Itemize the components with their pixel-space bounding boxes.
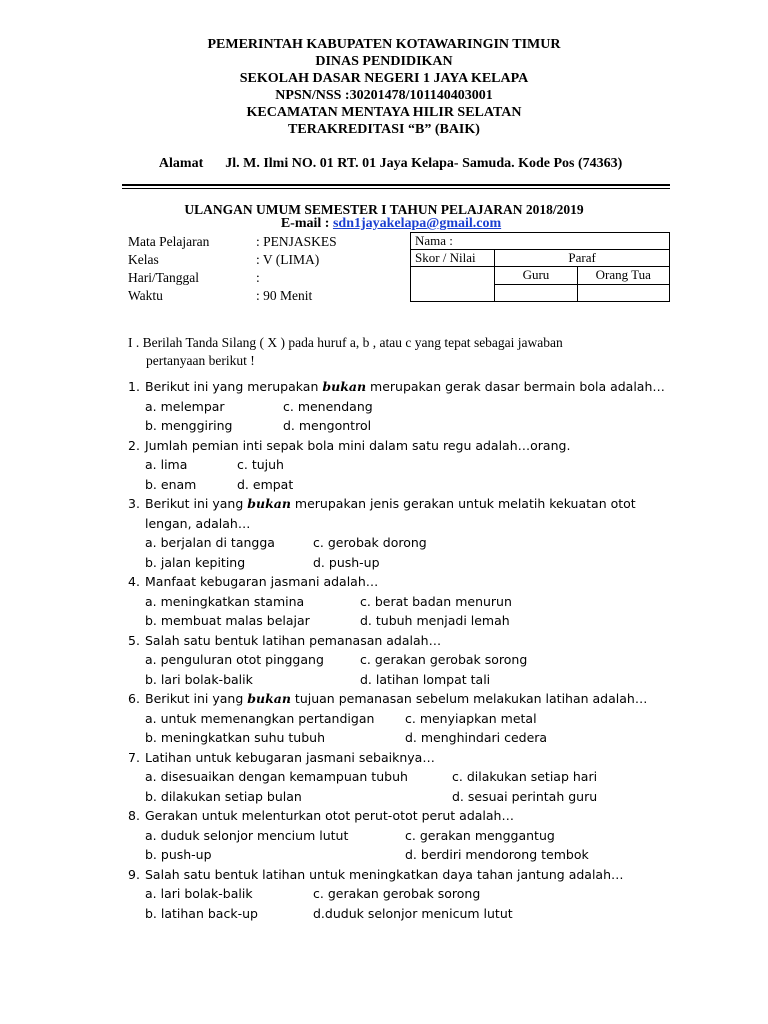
- instruction-line: pertanyaan berikut !: [146, 353, 255, 368]
- option-row: [128, 767, 688, 787]
- answer-option[interactable]: c. tujuh: [237, 457, 284, 472]
- info-row-time: [128, 287, 337, 305]
- question-item: [128, 748, 688, 807]
- answer-option[interactable]: b. lari bolak-balik: [145, 671, 253, 687]
- answer-option[interactable]: d. berdiri mendorong tembok: [405, 847, 589, 862]
- answer-option[interactable]: d. push-up: [313, 554, 380, 570]
- option-row: [128, 904, 688, 924]
- address-text: Jl. M. Ilmi NO. 01 RT. 01 Jaya Kelapa- Samuda. Kode Pos (74363): [225, 156, 623, 171]
- parent-label: Orang Tua: [577, 267, 669, 285]
- parent-signature-field[interactable]: [577, 284, 669, 302]
- question-item: [128, 377, 688, 436]
- option-row: [128, 709, 688, 729]
- question-item: [128, 436, 688, 495]
- answer-option[interactable]: a. meningkatkan stamina: [145, 593, 305, 609]
- instruction-line: I . Berilah Tanda Silang ( X ) pada huruf a, b , atau c yang tepat sebagai jawaban: [128, 335, 563, 350]
- header-rule-thin: [122, 188, 670, 189]
- address-label: Alamat: [158, 156, 204, 171]
- option-row: [128, 416, 688, 436]
- score-field[interactable]: [411, 267, 495, 302]
- option-row: [128, 611, 688, 631]
- question-number: 3.: [128, 496, 140, 511]
- question-line: [128, 494, 688, 514]
- info-label: Kelas: [128, 252, 159, 267]
- answer-option[interactable]: a. berjalan di tangga: [145, 535, 275, 550]
- score-label: Skor / Nilai: [411, 250, 495, 267]
- question-number: 9.: [128, 866, 140, 882]
- option-row: [128, 670, 688, 690]
- info-label: Waktu: [128, 288, 163, 303]
- answer-option[interactable]: d. tubuh menjadi lemah: [360, 613, 510, 628]
- exam-title: ULANGAN UMUM SEMESTER I TAHUN PELAJARAN 2018/2019: [184, 202, 584, 217]
- exam-info: [128, 233, 337, 305]
- answer-option[interactable]: b. latihan back-up: [145, 905, 258, 921]
- question-line: [128, 865, 688, 885]
- info-value: : V (LIMA): [256, 252, 320, 267]
- teacher-label: Guru: [495, 267, 577, 285]
- info-row-subject: [128, 233, 337, 251]
- score-box: [410, 232, 670, 302]
- question-emphasis: bukan: [247, 691, 291, 706]
- question-number: 4.: [128, 574, 140, 589]
- answer-option[interactable]: b. enam: [145, 476, 197, 492]
- answer-option[interactable]: c. gerakan gerobak sorong: [313, 886, 481, 901]
- info-label: Hari/Tanggal: [128, 270, 200, 285]
- question-text: Berikut ini yang bukan merupakan jenis gerakan untuk melatih kekuatan otot: [145, 496, 636, 511]
- answer-option[interactable]: d. empat: [237, 476, 294, 492]
- question-number: 7.: [128, 749, 140, 765]
- question-text: Salah satu bentuk latihan pemanasan adalah…: [145, 632, 442, 648]
- answer-option[interactable]: b. dilakukan setiap bulan: [145, 788, 302, 804]
- question-number: 6.: [128, 691, 140, 706]
- answer-option[interactable]: b. meningkatkan suhu tubuh: [145, 730, 326, 745]
- letterhead-line: SEKOLAH DASAR NEGERI 1 JAYA KELAPA: [239, 71, 529, 86]
- answer-option[interactable]: c. menyiapkan metal: [405, 710, 537, 726]
- answer-option[interactable]: a. penguluran otot pinggang: [145, 652, 324, 667]
- answer-option[interactable]: c. gerakan gerobak sorong: [360, 652, 528, 667]
- answer-option[interactable]: d. menghindari cedera: [405, 730, 548, 745]
- letterhead-line: KECAMATAN MENTAYA HILIR SELATAN: [246, 105, 522, 120]
- question-text: Jumlah pemian inti sepak bola mini dalam satu regu adalah…orang.: [145, 437, 571, 453]
- question-text: Manfaat kebugaran jasmani adalah…: [145, 574, 379, 589]
- answer-option[interactable]: c. gerobak dorong: [313, 535, 427, 550]
- letterhead-line: NPSN/NSS :30201478/101140403001: [275, 88, 493, 103]
- question-line: [128, 377, 688, 397]
- option-row: [128, 455, 688, 475]
- question-list: [128, 377, 688, 923]
- question-line: [128, 689, 688, 709]
- question-text: Berikut ini yang bukan tujuan pemanasan sebelum melakukan latihan adalah…: [145, 691, 648, 706]
- answer-option[interactable]: a. untuk memenangkan pertandigan: [145, 710, 375, 726]
- answer-option[interactable]: a. disesuaikan dengan kemampuan tubuh: [145, 769, 408, 784]
- question-number: 5.: [128, 632, 140, 648]
- question-line: [128, 748, 688, 768]
- question-text: Latihan untuk kebugaran jasmani sebaiknya…: [145, 749, 435, 765]
- option-row: [128, 884, 688, 904]
- option-row: [128, 592, 688, 612]
- info-value: :: [256, 270, 260, 285]
- answer-option[interactable]: c. berat badan menurun: [360, 593, 512, 609]
- answer-option[interactable]: b. push-up: [145, 847, 212, 862]
- question-item: [128, 806, 688, 865]
- answer-option[interactable]: b. membuat malas belajar: [145, 613, 310, 628]
- question-item: [128, 494, 688, 572]
- question-text-continued: lengan, adalah…: [145, 515, 251, 531]
- option-row: [128, 787, 688, 807]
- question-line: [128, 436, 688, 456]
- option-row: [128, 533, 688, 553]
- option-row: [128, 728, 688, 748]
- letterhead-line: DINAS PENDIDIKAN: [315, 54, 453, 69]
- answer-option[interactable]: d. mengontrol: [283, 418, 372, 433]
- info-row-class: [128, 251, 337, 269]
- name-field[interactable]: Nama :: [411, 233, 670, 250]
- question-emphasis: bukan: [322, 379, 367, 394]
- answer-option[interactable]: d. latihan lompat tali: [360, 671, 491, 687]
- question-line: [128, 572, 688, 592]
- answer-option[interactable]: a. duduk selonjor mencium lutut: [145, 827, 349, 843]
- question-item: [128, 631, 688, 690]
- option-row: [128, 397, 688, 417]
- question-number: 8.: [128, 808, 140, 823]
- answer-option[interactable]: c. menendang: [283, 398, 373, 414]
- option-row: [128, 650, 688, 670]
- letterhead-line: TERAKREDITASI “B” (BAIK): [288, 122, 480, 137]
- option-row: [128, 845, 688, 865]
- answer-option[interactable]: d. sesuai perintah guru: [452, 788, 598, 804]
- email-label: E-mail :: [280, 216, 330, 231]
- info-value: : PENJASKES: [256, 234, 337, 249]
- letterhead-line: PEMERINTAH KABUPATEN KOTAWARINGIN TIMUR: [207, 37, 561, 52]
- answer-option[interactable]: a. melempar: [145, 398, 225, 414]
- question-item: [128, 572, 688, 631]
- question-text: Salah satu bentuk latihan untuk meningkatkan daya tahan jantung adalah…: [145, 866, 624, 882]
- option-row: [128, 553, 688, 573]
- answer-option[interactable]: c. gerakan menggantug: [405, 827, 555, 843]
- question-line: [128, 514, 688, 534]
- question-number: 1.: [128, 379, 140, 394]
- question-item: [128, 689, 688, 748]
- question-text: Gerakan untuk melenturkan otot perut-otot perut adalah…: [145, 808, 514, 823]
- info-label: Mata Pelajaran: [128, 234, 210, 249]
- header-rule-thick: [122, 184, 670, 186]
- question-text: Berikut ini yang merupakan bukan merupakan gerak dasar bermain bola adalah…: [145, 379, 665, 394]
- option-row: [128, 826, 688, 846]
- answer-option[interactable]: d.duduk selonjor menicum lutut: [313, 905, 513, 921]
- answer-option[interactable]: b. jalan kepiting: [145, 554, 246, 570]
- teacher-signature-field[interactable]: [495, 284, 577, 302]
- email-link[interactable]: sdn1jayakelapa@gmail.com: [332, 216, 502, 231]
- info-row-date: [128, 269, 337, 287]
- question-emphasis: bukan: [247, 496, 291, 511]
- question-number: 2.: [128, 437, 140, 453]
- address-line: [0, 138, 768, 189]
- info-value: : 90 Menit: [256, 288, 313, 303]
- question-line: [128, 631, 688, 651]
- answer-option[interactable]: c. dilakukan setiap hari: [452, 769, 598, 784]
- answer-option[interactable]: a. lari bolak-balik: [145, 886, 253, 901]
- answer-option[interactable]: a. lima: [145, 457, 188, 472]
- signature-label: Paraf: [495, 250, 670, 267]
- answer-option[interactable]: b. menggiring: [145, 418, 233, 433]
- instruction: [128, 334, 668, 370]
- question-line: [128, 806, 688, 826]
- question-item: [128, 865, 688, 924]
- option-row: [128, 475, 688, 495]
